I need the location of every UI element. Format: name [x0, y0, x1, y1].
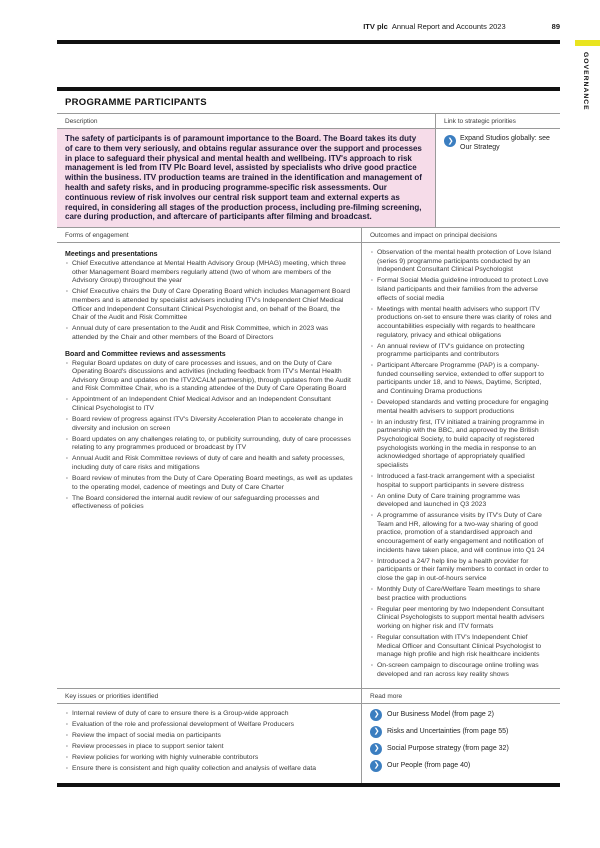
bullet-item: · On-screen campaign to discourage online trolling was developed and ran across key reality shows — [370, 662, 552, 679]
chevron-right-icon: ❯ — [370, 760, 382, 772]
header-row-description — [57, 114, 560, 128]
bullet-item: · Annual Audit and Risk Committee reviews of duty of care and health and safety processes, including duty of care risks and mitigations — [65, 455, 353, 472]
bullet-item: · Appointment of an Independent Chief Medical Advisor and an Independent Consultant Clinical Psychologist to ITV — [65, 396, 353, 413]
bullet-item: · Introduced a 24/7 help line by a health provider for participants or their family members to contact in order to close the gap in out-of-hours service — [370, 558, 552, 584]
read-more-link[interactable] — [370, 726, 556, 738]
bullet-item: · Developed standards and vetting procedure for engaging mental health advisers to support productions — [370, 399, 552, 416]
bullet-item: · Board review of progress against ITV's Diversity Acceleration Plan to accelerate change in diversity and inclusion on screen — [65, 416, 353, 433]
description-column-header: Description — [65, 118, 98, 125]
forms-column-header: Forms of engagement — [65, 232, 129, 240]
read-more-cell — [361, 704, 560, 783]
description-row — [57, 129, 560, 227]
bullet-item: · Evaluation of the role and professional development of Welfare Producers — [65, 721, 353, 730]
strategic-link-cell — [435, 129, 560, 227]
read-more-link-list — [362, 704, 560, 781]
forms-meetings-bullet-list — [65, 260, 353, 342]
chevron-right-icon: ❯ — [444, 135, 456, 147]
strategic-priority-label: Expand Studios globally: see Our Strategy — [460, 135, 550, 151]
bullet-item: · Review the impact of social media on participants — [65, 732, 353, 741]
read-more-link-label: Social Purpose strategy (from page 32) — [387, 745, 509, 753]
header-row-engagement — [57, 228, 560, 242]
bullet-item: · Introduced a fast-track arrangement with a specialist hospital to support participants in severe distress — [370, 473, 552, 490]
table-title: PROGRAMME PARTICIPANTS — [65, 97, 207, 108]
forms-section-heading: Board and Committee reviews and assessments — [65, 350, 226, 358]
bullet-item: · Regular peer mentoring by two Independent Consultant Clinical Psychologists to support mental health advisers working on higher risk and ITV formats — [370, 606, 552, 632]
bullet-item: · Internal review of duty of care to ensure there is a Group-wide approach — [65, 710, 353, 719]
bullet-item: · A programme of assurance visits by ITV's Duty of Care Team and HR, allowing for a two-way sharing of good practice, promotion of a standardised approach and encouragement of early engagement and notification of incidents have taken place, and will continue into Q1 24 — [370, 512, 552, 555]
forms-of-engagement-cell — [57, 243, 361, 688]
bullet-item: · The Board considered the internal audit review of our safeguarding processes and effectiveness of policies — [65, 495, 353, 512]
bullet-item: · An online Duty of Care training programme was developed and launched in Q3 2023 — [370, 493, 552, 510]
bullet-item: · Observation of the mental health protection of Love Island (series 9) programme participants conducted by an Independent Consultant Clinical Psychologist — [370, 249, 552, 275]
bullet-item: · Annual duty of care presentation to the Audit and Risk Committee, which in 2023 was attended by the Chair and other members of the Board of Directors — [65, 325, 353, 342]
bullet-item: · Formal Social Media guideline introduced to protect Love Island participants and their families from the adverse effects of social media — [370, 277, 552, 303]
forms-section-heading: Meetings and presentations — [65, 251, 158, 259]
header-row-key-issues — [57, 689, 560, 703]
bullet-item: · Regular Board updates on duty of care processes and issues, and on the Duty of Care Operating Board's discussions and activities (including feedback from ITV's Mental Health Advisory Group and updates on the ITV2/CALM partnership), through updates from the Audit and Risk Committee Chair, who is a standing attendee of the Duty of Care Operating Board — [65, 360, 353, 394]
strategic-priority-link[interactable] — [444, 135, 556, 153]
bullet-item: · An annual review of ITV's guidance on protecting programme participants and contributors — [370, 343, 552, 360]
bullet-item: · Monthly Duty of Care/Welfare Team meetings to share best practice with productions — [370, 586, 552, 603]
strategic-link-column-header: Link to strategic priorities — [435, 114, 560, 128]
bullet-item: · Review policies for working with highly vulnerable contributors — [65, 754, 353, 763]
read-more-link[interactable] — [370, 709, 556, 721]
programme-participants-table — [57, 87, 560, 787]
key-issues-row — [57, 704, 560, 783]
read-more-link[interactable] — [370, 743, 556, 755]
bullet-item: · Review processes in place to support senior talent — [65, 743, 353, 752]
bullet-item: · Regular consultation with ITV's Independent Chief Medical Officer and Consultant Clinical Psychologist to manage high profile and high risk healthcare incidents — [370, 634, 552, 660]
top-divider-rule — [57, 40, 560, 44]
page-number: 89 — [551, 22, 560, 31]
chevron-right-icon: ❯ — [370, 726, 382, 738]
yellow-accent-bar — [575, 40, 600, 46]
outcomes-column-header: Outcomes and impact on principal decisions — [361, 228, 560, 242]
bullet-item: · Ensure there is consistent and high quality collection and analysis of welfare data — [65, 765, 353, 774]
key-issues-column-header: Key issues or priorities identified — [65, 692, 159, 700]
read-more-link-label: Risks and Uncertainties (from page 55) — [387, 728, 509, 736]
description-cell — [57, 129, 435, 227]
running-header — [57, 22, 560, 31]
description-text: The safety of participants is of paramount importance to the Board. The Board takes its duty of care to them very seriously, and obtains regular assurance over the support and processes in place to safeguard their physical and mental health and wellbeing. ITV's approach to risk management is led from ITV Plc Board level, assisted by specialists who drive good practice within the business. ITV production teams are trained in the identification and management of health and safety risks, and in producing programme-specific risk assessments. Our continuous review of risk involves our central risk support team and external experts as required, in considering all stages of the production process, including pre-filming screening, care during production, and aftercare of participants after filming and broadcast. — [65, 134, 422, 222]
outcomes-cell — [361, 243, 560, 688]
key-issues-bullet-list — [65, 710, 353, 774]
brand-name: ITV plc — [363, 22, 388, 31]
read-more-link-label: Our Business Model (from page 2) — [387, 711, 494, 719]
key-issues-cell — [57, 704, 361, 783]
chevron-right-icon: ❯ — [370, 743, 382, 755]
bullet-item: · Chief Executive attendance at Mental Health Advisory Group (MHAG) meeting, which three other Management Board members regularly attend (two of whom are members of the Advisory Group) throughout the year — [65, 260, 353, 286]
read-more-link[interactable] — [370, 760, 556, 772]
bullet-item: · In an industry first, ITV initiated a training programme in partnership with the BBC, and approved by the British Psychological Society, to build capacity of registered psychologists working in the media in response to an acknowledged shortage of appropriately qualified specialists — [370, 419, 552, 471]
forms-reviews-bullet-list — [65, 360, 353, 513]
report-title: Annual Report and Accounts 2023 — [391, 22, 506, 31]
chevron-right-icon: ❯ — [370, 709, 382, 721]
section-tab — [575, 40, 600, 111]
section-tab-label: GOVERNANCE — [582, 52, 589, 111]
bullet-item: · Meetings with mental health advisers who support ITV productions on-set to ensure there was clarity of roles and accountabilities especially with regards to healthcare regulatory, privacy and ethical obligations — [370, 306, 552, 340]
bullet-item: · Participant Aftercare Programme (PAP) is a company-funded counselling service, extended to offer support to participants under 18, and to News, Daytime, Scripted, and Continuing Drama productions — [370, 362, 552, 396]
read-more-link-label: Our People (from page 40) — [387, 762, 471, 770]
bullet-item: · Board review of minutes from the Duty of Care Operating Board meetings, as well as updates to the operating model, cadence of meetings and Duty of Care Charter — [65, 475, 353, 492]
bullet-item: · Chief Executive chairs the Duty of Care Operating Board which includes Management Board members and is attended by specialist advisers including ITV's Independent Chief Medical Officer and Independent Consultant Clinical Psychologist and, on behalf of the Board, the Chair of the Audit and Risk Committee — [65, 288, 353, 322]
engagement-row — [57, 243, 560, 688]
read-more-column-header: Read more — [361, 689, 560, 703]
outcomes-bullet-list — [370, 249, 552, 679]
bullet-item: · Board updates on any challenges relating to, or publicity surrounding, duty of care processes relating to any programmes produced or broadcast by ITV — [65, 436, 353, 453]
